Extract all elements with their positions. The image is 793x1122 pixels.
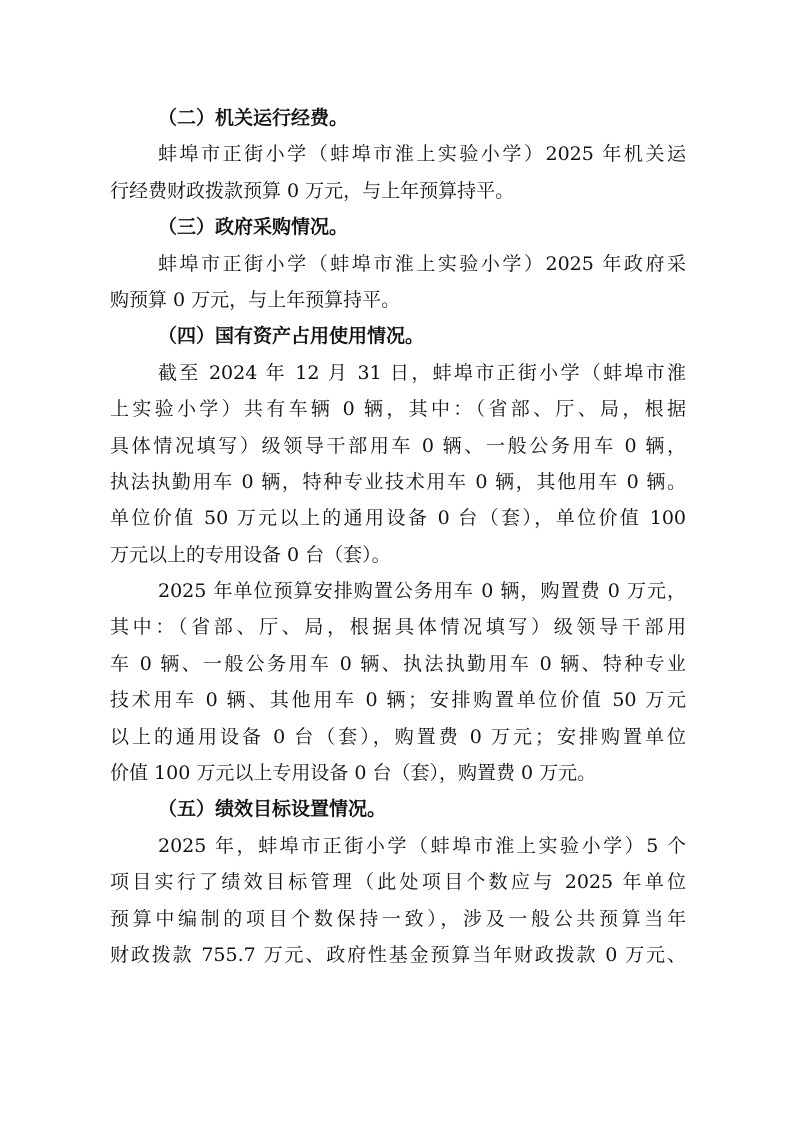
paragraph-line: 执法执勤用车 0 辆，特种专业技术用车 0 辆，其他用车 0 辆。 bbox=[110, 470, 686, 493]
paragraph-line: 具体情况填写）级领导干部用车 0 辆、一般公务用车 0 辆， bbox=[110, 434, 686, 457]
section-heading: （五）绩效目标设置情况。 bbox=[158, 798, 387, 821]
paragraph-line: 截至 2024 年 12 月 31 日，蚌埠市正街小学（蚌埠市淮 bbox=[158, 361, 686, 384]
paragraph-line: 万元以上的专用设备 0 台（套）。 bbox=[110, 543, 391, 566]
document-body bbox=[110, 100, 686, 973]
section-heading: （二）机关运行经费。 bbox=[158, 107, 349, 129]
paragraph-line: 行经费财政拨款预算 0 万元，与上年预算持平。 bbox=[110, 179, 515, 202]
paragraph-line: 蚌埠市正街小学（蚌埠市淮上实验小学）2025 年政府采 bbox=[158, 252, 686, 275]
paragraph-line: 上实验小学）共有车辆 0 辆，其中：（省部、厅、局，根据 bbox=[110, 398, 686, 421]
paragraph-line: 购预算 0 万元，与上年预算持平。 bbox=[110, 288, 401, 311]
paragraph-line: 2025 年，蚌埠市正街小学（蚌埠市淮上实验小学）5 个 bbox=[158, 834, 686, 857]
paragraph-line: 技术用车 0 辆、其他用车 0 辆；安排购置单位价值 50 万元 bbox=[110, 689, 686, 712]
paragraph-line: 项目实行了绩效目标管理（此处项目个数应与 2025 年单位 bbox=[110, 871, 686, 894]
paragraph-line: 车 0 辆、一般公务用车 0 辆、执法执勤用车 0 辆、特种专业 bbox=[110, 652, 686, 675]
paragraph-line: 其中：（省部、厅、局，根据具体情况填写）级领导干部用 bbox=[110, 616, 686, 639]
paragraph-line: 价值 100 万元以上专用设备 0 台（套），购置费 0 万元。 bbox=[110, 762, 597, 785]
paragraph-line: 财政拨款 755.7 万元、政府性基金预算当年财政拨款 0 万元、 bbox=[110, 943, 686, 966]
paragraph-line: 预算中编制的项目个数保持一致），涉及一般公共预算当年 bbox=[110, 907, 686, 930]
section-heading: （四）国有资产占用使用情况。 bbox=[158, 325, 425, 348]
paragraph-line: 2025 年单位预算安排购置公务用车 0 辆，购置费 0 万元， bbox=[158, 580, 686, 603]
paragraph-line: 蚌埠市正街小学（蚌埠市淮上实验小学）2025 年机关运 bbox=[158, 143, 686, 166]
paragraph-line: 单位价值 50 万元以上的通用设备 0 台（套），单位价值 100 bbox=[110, 507, 686, 530]
paragraph-line: 以上的通用设备 0 台（套），购置费 0 万元；安排购置单位 bbox=[110, 725, 686, 748]
section-heading: （三）政府采购情况。 bbox=[158, 216, 349, 239]
